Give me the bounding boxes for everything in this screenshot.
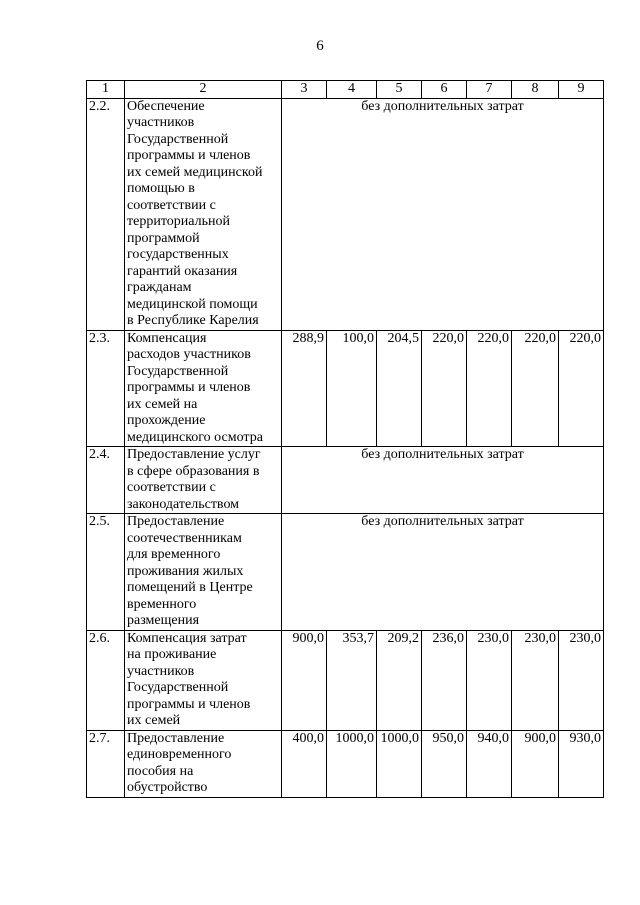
value-cell: 220,0 bbox=[559, 330, 604, 447]
measure-name: Обеспечение участников Государственной программы и членов их семей медицинской помощью в соответствии с территориальной программой государственных гарантий оказания гражданам медицинской помощи в Республике Карелия bbox=[125, 98, 282, 330]
value-cell: 353,7 bbox=[327, 630, 377, 730]
value-cell: 1000,0 bbox=[327, 730, 377, 797]
value-cell: 940,0 bbox=[467, 730, 512, 797]
value-cell: 900,0 bbox=[282, 630, 327, 730]
column-header: 1 bbox=[87, 81, 125, 99]
row-number: 2.5. bbox=[87, 514, 125, 631]
table-row bbox=[87, 98, 604, 330]
measure-name: Предоставление соотечественникам для временного проживания жилых помещений в Центре временного размещения bbox=[125, 514, 282, 631]
column-header: 2 bbox=[125, 81, 282, 99]
column-header: 7 bbox=[467, 81, 512, 99]
value-cell: 100,0 bbox=[327, 330, 377, 447]
measure-name: Компенсация расходов участников Государственной программы и членов их семей на прохождение медицинского осмотра bbox=[125, 330, 282, 447]
value-cell: 900,0 bbox=[512, 730, 559, 797]
value-cell: 230,0 bbox=[512, 630, 559, 730]
value-cell: 400,0 bbox=[282, 730, 327, 797]
value-cell: 230,0 bbox=[559, 630, 604, 730]
value-cell: 204,5 bbox=[377, 330, 422, 447]
column-header: 5 bbox=[377, 81, 422, 99]
table-header-row bbox=[87, 81, 604, 99]
row-number: 2.2. bbox=[87, 98, 125, 330]
value-cell: 220,0 bbox=[467, 330, 512, 447]
measure-name: Компенсация затрат на проживание участников Государственной программы и членов их семей bbox=[125, 630, 282, 730]
value-cell: 288,9 bbox=[282, 330, 327, 447]
value-cell: 220,0 bbox=[512, 330, 559, 447]
row-number: 2.6. bbox=[87, 630, 125, 730]
table-row bbox=[87, 330, 604, 447]
merged-note-cell: без дополнительных затрат bbox=[282, 514, 604, 631]
page-number: 6 bbox=[316, 38, 324, 54]
measure-name: Предоставление единовременного пособия на обустройство bbox=[125, 730, 282, 797]
row-number: 2.3. bbox=[87, 330, 125, 447]
row-number: 2.4. bbox=[87, 447, 125, 514]
merged-note-cell: без дополнительных затрат bbox=[282, 447, 604, 514]
column-header: 4 bbox=[327, 81, 377, 99]
program-measures-table bbox=[86, 80, 604, 798]
value-cell: 230,0 bbox=[467, 630, 512, 730]
table-row bbox=[87, 630, 604, 730]
value-cell: 930,0 bbox=[559, 730, 604, 797]
column-header: 3 bbox=[282, 81, 327, 99]
value-cell: 1000,0 bbox=[377, 730, 422, 797]
column-header: 8 bbox=[512, 81, 559, 99]
table-row bbox=[87, 514, 604, 631]
measure-name: Предоставление услуг в сфере образования в соответствии с законодательством bbox=[125, 447, 282, 514]
value-cell: 209,2 bbox=[377, 630, 422, 730]
table-row bbox=[87, 447, 604, 514]
column-header: 6 bbox=[422, 81, 467, 99]
row-number: 2.7. bbox=[87, 730, 125, 797]
value-cell: 950,0 bbox=[422, 730, 467, 797]
table-row bbox=[87, 730, 604, 797]
value-cell: 220,0 bbox=[422, 330, 467, 447]
value-cell: 236,0 bbox=[422, 630, 467, 730]
column-header: 9 bbox=[559, 81, 604, 99]
merged-note-cell: без дополнительных затрат bbox=[282, 98, 604, 330]
